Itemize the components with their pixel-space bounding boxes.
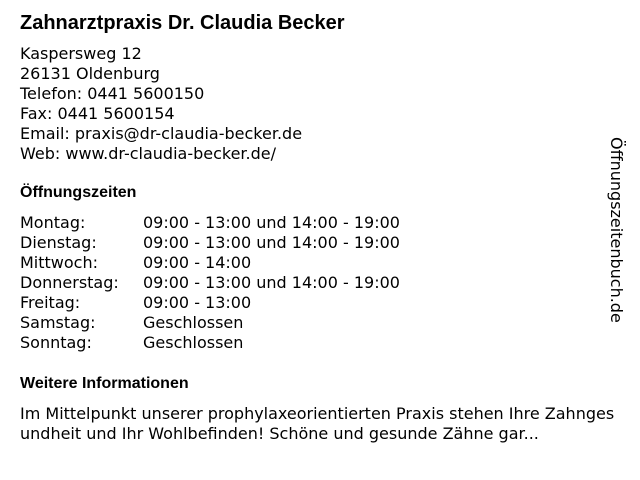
page-title: Zahnarztpraxis Dr. Claudia Becker [20,12,345,34]
practice-description: Im Mittelpunkt unserer prophylaxeorientierten Praxis stehen Ihre Zahngesundheit und Ihr Wohlbefinden! Schöne und gesunde Zähne gar... [20,404,615,443]
hours-day: Samstag: [20,313,96,332]
address-street: Kaspersweg 12 [20,44,142,63]
hours-row-wednesday [20,253,400,273]
hours-time: Geschlossen [143,333,244,352]
opening-hours-table [20,213,400,353]
hours-day: Dienstag: [20,233,97,252]
hours-day: Montag: [20,213,86,232]
fax-number: Fax: 0441 5600154 [20,104,175,123]
further-info-heading: Weitere Informationen [20,375,189,392]
hours-row-thursday [20,273,400,293]
hours-row-saturday [20,313,400,333]
practice-info-card [20,10,615,444]
hours-day: Freitag: [20,293,81,312]
address-city: 26131 Oldenburg [20,64,160,83]
email-address: Email: praxis@dr-claudia-becker.de [20,124,303,143]
hours-time: Geschlossen [143,313,244,332]
hours-row-sunday [20,333,400,353]
hours-row-tuesday [20,233,400,253]
site-watermark-label: Öffnungszeitenbuch.de [607,137,626,323]
contact-block [20,44,600,164]
hours-day: Donnerstag: [20,273,119,292]
hours-day: Mittwoch: [20,253,98,272]
hours-row-friday [20,293,400,313]
hours-row-monday [20,213,400,233]
opening-hours-heading: Öffnungszeiten [20,184,137,201]
hours-time: 09:00 - 13:00 und 14:00 - 19:00 [143,233,400,252]
hours-day: Sonntag: [20,333,92,352]
hours-time: 09:00 - 13:00 [143,293,252,312]
hours-time: 09:00 - 14:00 [143,253,252,272]
phone-number: Telefon: 0441 5600150 [20,84,205,103]
hours-time: 09:00 - 13:00 und 14:00 - 19:00 [143,273,400,292]
website-address: Web: www.dr-claudia-becker.de/ [20,144,277,163]
hours-time: 09:00 - 13:00 und 14:00 - 19:00 [143,213,400,232]
